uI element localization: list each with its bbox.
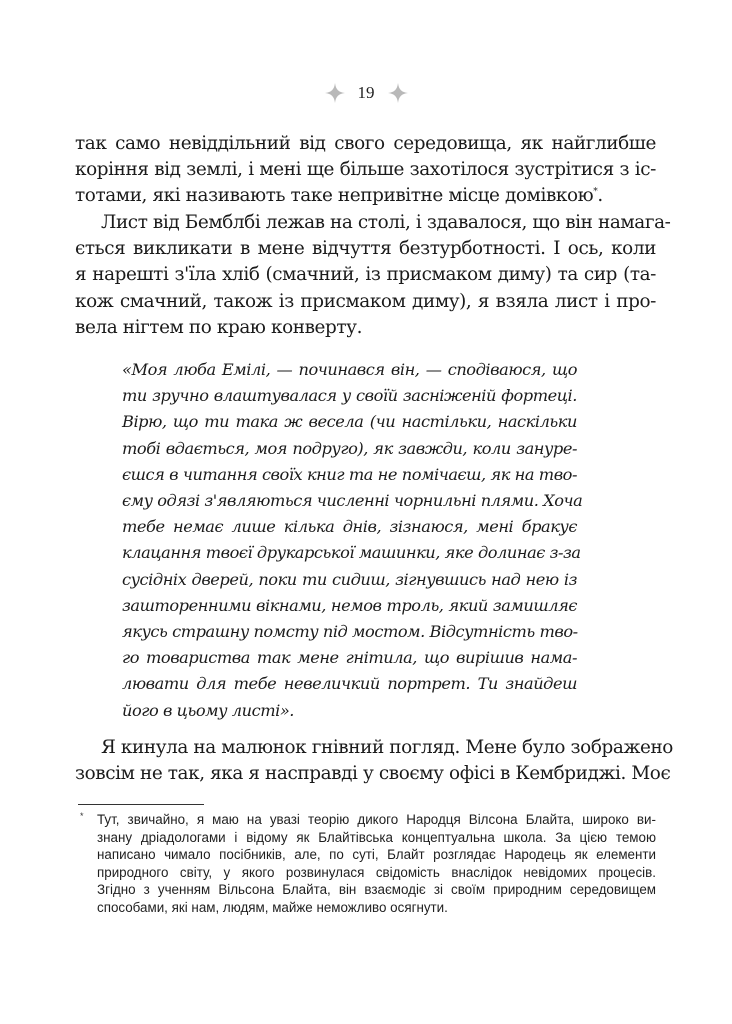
running-header: [0, 78, 732, 108]
quote-line: «Моя люба Емілі, — починався він, — сподіваюся, що: [122, 360, 577, 379]
quote-line: єму одязі з'являються численні чорнильні плями. Хоча: [122, 491, 583, 511]
text-line-content: тотами, які називають таке непривітне місце домівкою: [75, 185, 594, 207]
text-line: так само невіддільний від свого середовища, як найглибше: [75, 133, 656, 154]
paragraph-reaction: [75, 735, 673, 787]
footnote-line: способами, які нам, людям, майже неможливо осягнути.: [97, 899, 448, 915]
text-line: я нарешті з'їла хліб (смачний, із присмаком диму) та сир (та-: [75, 264, 656, 286]
text-line: [75, 183, 656, 209]
letter-quote: [122, 357, 583, 724]
text-line: вела нігтем по краю конверту.: [75, 316, 363, 338]
paragraph-continuation: [75, 131, 656, 210]
page-number: 19: [357, 83, 375, 102]
quote-line: клацання твоєї друкарської машинки, яке долинає з-за: [122, 543, 581, 563]
footnote-reference: *: [593, 187, 598, 198]
quote-line: тебе немає лише кілька днів, зізнаюся, мені бракує: [122, 517, 577, 537]
text-line: Лист від Бемблбі лежав на столі, і здавалося, що він намага-: [101, 212, 671, 233]
footnote-marker: *: [80, 811, 84, 821]
footnote-line: знану дріадологами і відому як Блайтівська концептуальна школа. За цією темою: [97, 829, 656, 845]
paragraph-letter-intro: [75, 210, 671, 341]
text-line: ється викликати в мене відчуття безтурботності. І ось, коли: [75, 238, 656, 260]
footnote-divider: [78, 804, 204, 805]
star-ornament-right-icon: [387, 82, 409, 104]
quote-line: зашторенними вікнами, немов троль, який замишляє: [122, 595, 577, 615]
quote-line: го товариства так мене гнітила, що вирішив нама-: [122, 648, 577, 668]
text-line: Я кинула на малюнок гнівний погляд. Мене було зображено: [101, 737, 673, 758]
text-line: зовсім не так, яка я насправді у своєму офісі в Кембриджі. Моє: [75, 763, 671, 785]
quote-line: його в цьому листі».: [122, 700, 294, 720]
footnote-line: природного світу, у якого розвинулася свідомість внаслідок невідомих процесів.: [97, 864, 656, 880]
quote-line: єшся в читання своїх книг та не помічаєш, як на тво-: [122, 464, 577, 484]
footnote: [97, 811, 656, 917]
quote-line: сусідніх дверей, поки ти сидиш, зігнувшись над нею із: [122, 569, 577, 589]
sentence-end: .: [597, 185, 603, 207]
quote-line: ти зручно влаштувалася у своїй засніженій фортеці.: [122, 386, 577, 406]
quote-line: якусь страшну помсту під мостом. Відсутність тво-: [122, 622, 578, 642]
footnote-line: Тут, звичайно, я маю на увазі теорію дикого Народця Вілсона Блайта, широко ви-: [97, 812, 656, 827]
footnote-line: написано чимало посібників, але, по суті, Блайт розглядає Народець як елементи: [97, 847, 656, 863]
footnote-line: Згідно з ученням Вільсона Блайта, він взаємодіє зі своїм природним середовищем: [97, 882, 656, 898]
quote-line: тобі вдається, моя подруго), як завжди, коли зануре-: [122, 438, 577, 458]
quote-line: Вірю, що ти така ж весела (чи настільки, наскільки: [122, 412, 577, 432]
quote-line: лювати для тебе невеличкий портрет. Ти знайдеш: [122, 674, 577, 694]
text-line: кож смачний, також із присмаком диму), я взяла лист і про-: [75, 290, 656, 312]
text-line: коріння від землі, і мені ще більше захотілося зустрітися з іс-: [75, 159, 656, 181]
star-ornament-left-icon: [324, 82, 346, 104]
